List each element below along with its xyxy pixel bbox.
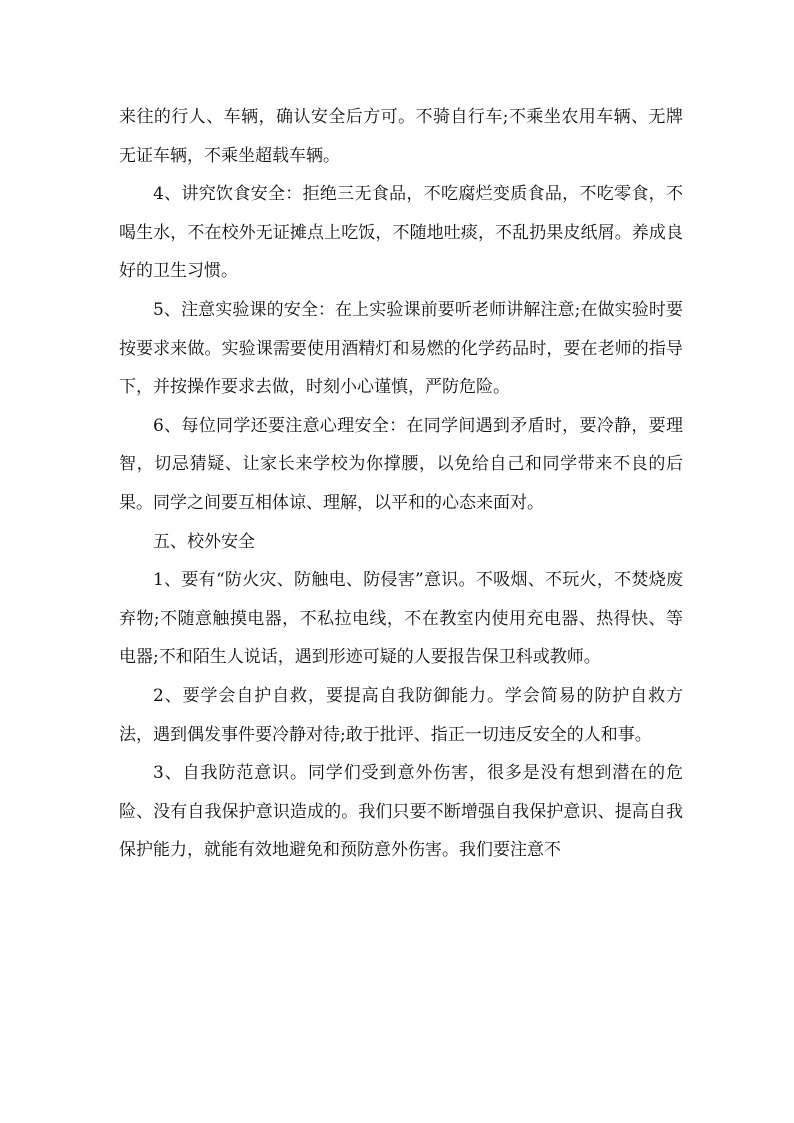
paragraph-food-safety: 4、讲究饮食安全：拒绝三无食品，不吃腐烂变质食品，不吃零食，不喝生水，不在校外无证摊点上吃饭，不随地吐痰，不乱扔果皮纸屑。养成良好的卫生习惯。 xyxy=(119,184,683,282)
section-heading-off-campus-safety: 五、校外安全 xyxy=(153,531,255,552)
paragraph-self-protection: 3、自我防范意识。同学们受到意外伤害，很多是没有想到潜在的危险、没有自我保护意识造成的。我们只要不断增强自我保护意识、提高自我保护能力，就能有效地避免和预防意外伤害。我们要注意不 xyxy=(119,763,683,861)
paragraph-self-rescue: 2、要学会自护自救，要提高自我防御能力。学会简易的防护自救方法，遇到偶发事件要冷静对待;敢于批评、指正一切违反安全的人和事。 xyxy=(119,685,683,745)
paragraph-lab-safety: 5、注意实验课的安全：在上实验课前要听老师讲解注意;在做实验时要按要求来做。实验课需要使用酒精灯和易燃的化学药品时，要在老师的指导下，并按操作要求去做，时刻小心谨慎，严防危险。 xyxy=(119,299,683,398)
paragraph-traffic-continued: 来往的行人、车辆，确认安全后方可。不骑自行车;不乘坐农用车辆、无牌无证车辆，不乘坐超载车辆。 xyxy=(119,107,683,166)
paragraph-fire-electric-safety: 1、要有“防火灾、防触电、防侵害”意识。不吸烟、不玩火，不焚烧废弃物;不随意触摸电器，不私拉电线，不在教室内使用充电器、热得快、等电器;不和陌生人说话，遇到形迹可疑的人要报告保卫科或教师。 xyxy=(119,570,683,668)
paragraph-psychological-safety: 6、每位同学还要注意心理安全：在同学间遇到矛盾时，要冷静，要理智，切忌猜疑、让家长来学校为你撑腰，以免给自己和同学带来不良的后果。同学之间要互相体谅、理解，以平和的心态来面对。 xyxy=(119,415,683,513)
document-body xyxy=(119,98,683,870)
